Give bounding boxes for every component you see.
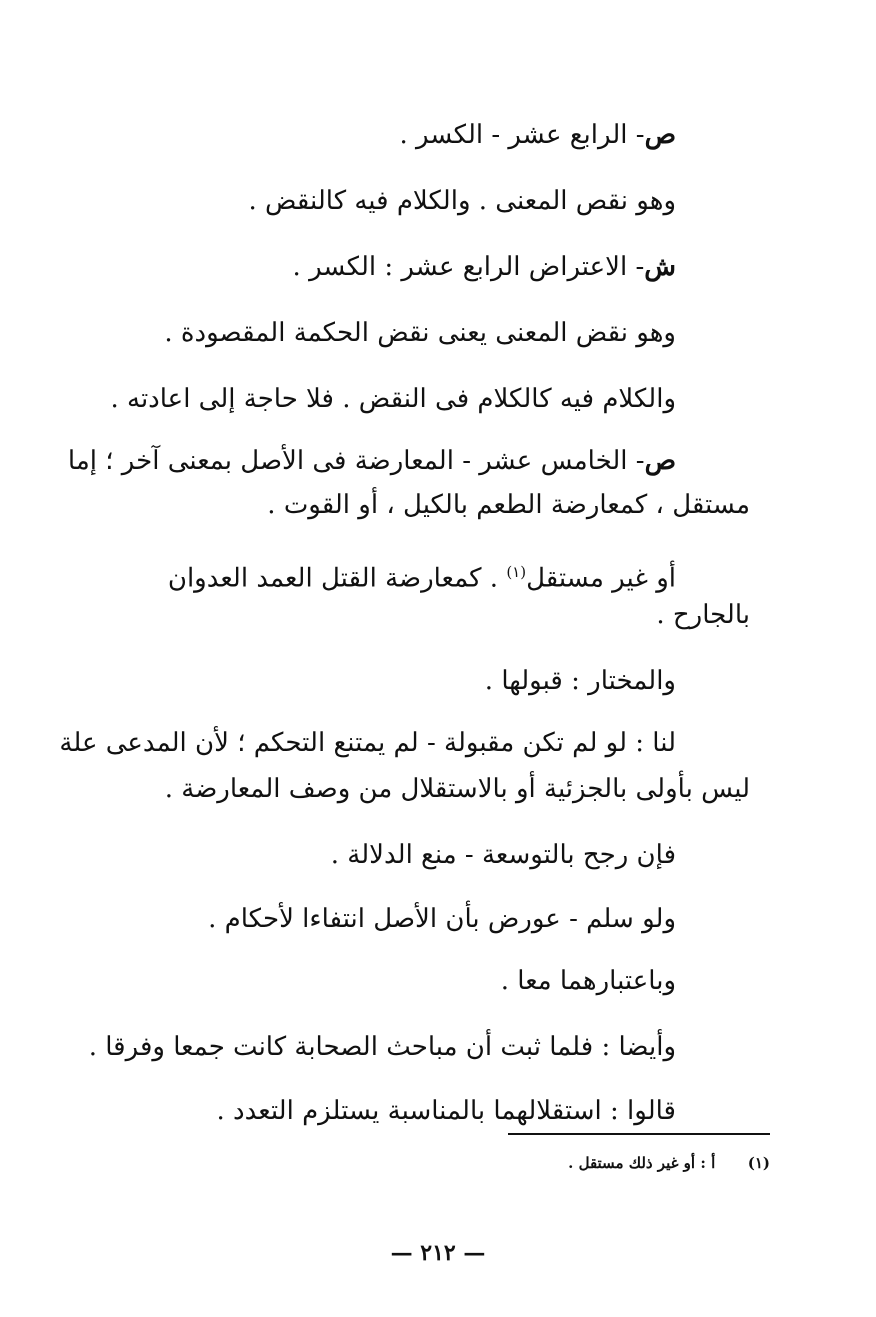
marker-shin: ش	[644, 252, 676, 282]
paragraph-6-line-1: ص- الخامس عشر - المعارضة فى الأصل بمعنى آخر ؛ إما	[67, 446, 676, 476]
page-number: — ٢١٢ —	[390, 1240, 486, 1266]
marker-sad: ص	[644, 446, 676, 476]
paragraph-14: قالوا : استقلالهما بالمناسبة يستلزم التعدد .	[216, 1096, 676, 1126]
paragraph-13: وأيضا : فلما ثبت أن مباحث الصحابة كانت جمعا وفرقا .	[88, 1032, 676, 1062]
footnote-marker: (١)	[506, 563, 527, 581]
paragraph-5: والكلام فيه كالكلام فى النقض . فلا حاجة إلى اعادته .	[110, 384, 676, 414]
paragraph-9-line-1: لنا : لو لم تكن مقبولة - لم يمتنع التحكم ؛ لأن المدعى علة	[59, 728, 676, 758]
paragraph-2: وهو نقص المعنى . والكلام فيه كالنقض .	[248, 186, 676, 216]
paragraph-8: والمختار : قبولها .	[484, 666, 676, 696]
paragraph-6-line-2: مستقل ، كمعارضة الطعم بالكيل ، أو القوت .	[267, 490, 750, 520]
footnote-text: أ : أو غير ذلك مستقل .	[568, 1154, 716, 1172]
paragraph-4: وهو نقض المعنى يعنى نقض الحكمة المقصودة .	[164, 318, 676, 348]
paragraph-7-line-2: بالجارح .	[656, 600, 750, 630]
paragraph-10: فإن رجح بالتوسعة - منع الدلالة .	[330, 840, 676, 870]
paragraph-12: وباعتبارهما معا .	[500, 966, 676, 996]
footnote	[568, 1152, 770, 1174]
paragraph-3: ش- الاعتراض الرابع عشر : الكسر .	[292, 252, 676, 282]
marker-sad: ص	[644, 120, 676, 150]
paragraph-11: ولو سلم - عورض بأن الأصل انتفاءا لأحكام .	[208, 904, 676, 934]
paragraph-9-line-2: ليس بأولى بالجزئية أو بالاستقلال من وصف المعارضة .	[164, 774, 750, 804]
footnote-number: (١)	[747, 1154, 770, 1172]
footnote-separator	[508, 1133, 770, 1135]
paragraph-7-line-1: أو غير مستقل$^{(١)}$ . كمعارضة القتل العمد العدوان	[167, 563, 676, 594]
paragraph-1: ص- الرابع عشر - الكسر .	[399, 120, 676, 150]
